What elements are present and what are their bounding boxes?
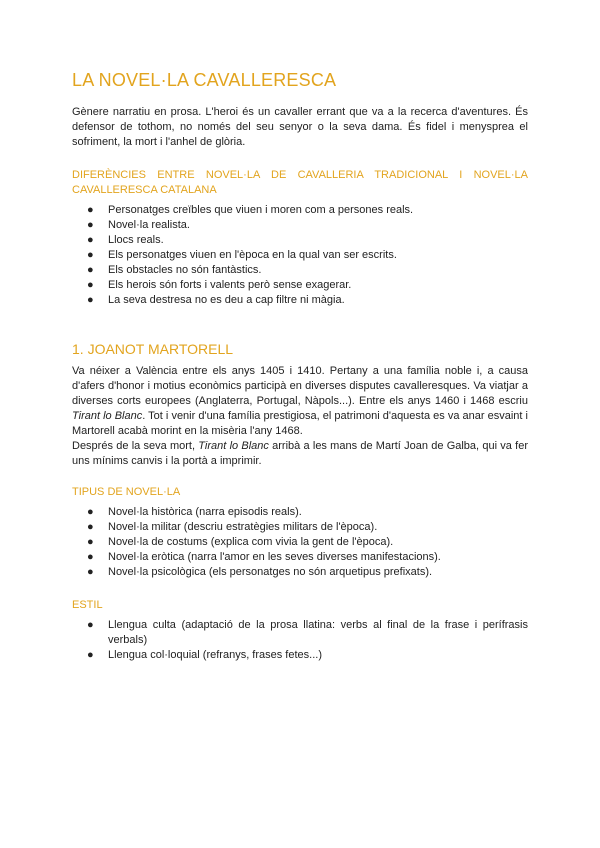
list-item: ● Novel·la realista. <box>87 219 190 231</box>
bullet-icon: ● <box>87 521 94 533</box>
list-item: ● Novel·la militar (descriu estratègies militars de l'època). <box>87 521 378 533</box>
bullet-icon: ● <box>87 294 94 306</box>
list-item: ● Novel·la de costums (explica com vivia la gent de l'època). <box>87 536 394 548</box>
bullet-icon: ● <box>87 204 94 216</box>
list-item: ● Els obstacles no són fantàstics. <box>87 264 262 276</box>
list-item: ● La seva destresa no es deu a cap filtre ni màgia. <box>87 294 345 306</box>
bullet-icon: ● <box>87 536 94 548</box>
differences-heading-line1: DIFERÈNCIES ENTRE NOVEL·LA DE CAVALLERIA TRADICIONAL I NOVEL·LA <box>72 169 528 181</box>
list-item: ● Llengua culta (adaptació de la prosa llatina: verbs al final de la frase i perífrasis verbals) <box>87 619 528 646</box>
style-heading: ESTIL <box>72 599 103 611</box>
bullet-icon: ● <box>87 619 94 631</box>
list-item: ● Personatges creïbles que viuen i moren com a persones reals. <box>87 204 414 216</box>
bullet-icon: ● <box>87 249 94 261</box>
types-list <box>72 505 528 580</box>
bullet-icon: ● <box>87 566 94 578</box>
page-title: LA NOVEL·LA CAVALLERESCA <box>72 70 337 90</box>
list-item: ● Els herois són forts i valents però sense exagerar. <box>87 279 352 291</box>
bullet-icon: ● <box>87 506 94 518</box>
martorell-paragraph-1: Va néixer a València entre els anys 1405 i 1410. Pertany a una família noble i, a causa d'afers d'honor i motius econòmics participà en diverses disputes cavalleresques. Va viatjar a diverses corts europees (Anglaterra, Portugal, Nàpols...). Entre els anys 1460 i 1468 escriu Tirant lo Blanc. Tot i venir d'una família prestigiosa, el patrimoni d'aquesta es va anar esvaint i Martorell acabà morint en la misèria l'any 1468. <box>72 365 528 437</box>
book-title: Tirant lo Blanc <box>72 410 143 422</box>
list-item: ● Novel·la històrica (narra episodis reals). <box>87 506 302 518</box>
list-item: ● Llengua col·loquial (refranys, frases fetes...) <box>87 649 322 661</box>
types-heading: TIPUS DE NOVEL·LA <box>72 486 181 498</box>
list-item: ● Novel·la psicològica (els personatges no són arquetipus prefixats). <box>87 566 433 578</box>
martorell-heading: 1. JOANOT MARTORELL <box>72 341 234 357</box>
list-item: ● Llocs reals. <box>87 234 164 246</box>
list-item: ● Novel·la eròtica (narra l'amor en les seves diverses manifestacions). <box>87 551 441 563</box>
book-title: Tirant lo Blanc <box>198 440 269 452</box>
bullet-icon: ● <box>87 234 94 246</box>
bullet-icon: ● <box>87 551 94 563</box>
list-item: ● Els personatges viuen en l'època en la qual van ser escrits. <box>87 249 397 261</box>
intro-paragraph: Gènere narratiu en prosa. L'heroi és un cavaller errant que va a la recerca d'aventures. És defensor de tothom, no només del seu senyor o la seva dama. És fidel i menysprea el sofriment, la mort i l'anhel de glòria. <box>72 106 528 148</box>
differences-heading-line2: CAVALLERESCA CATALANA <box>72 184 217 196</box>
bullet-icon: ● <box>87 264 94 276</box>
bullet-icon: ● <box>87 279 94 291</box>
martorell-paragraph-2: Després de la seva mort, Tirant lo Blanc arribà a les mans de Martí Joan de Galba, qui va fer uns mínims canvis i la portà a imprimir. <box>72 440 528 467</box>
style-list <box>72 618 528 663</box>
differences-list <box>72 203 528 308</box>
bullet-icon: ● <box>87 649 94 661</box>
bullet-icon: ● <box>87 219 94 231</box>
